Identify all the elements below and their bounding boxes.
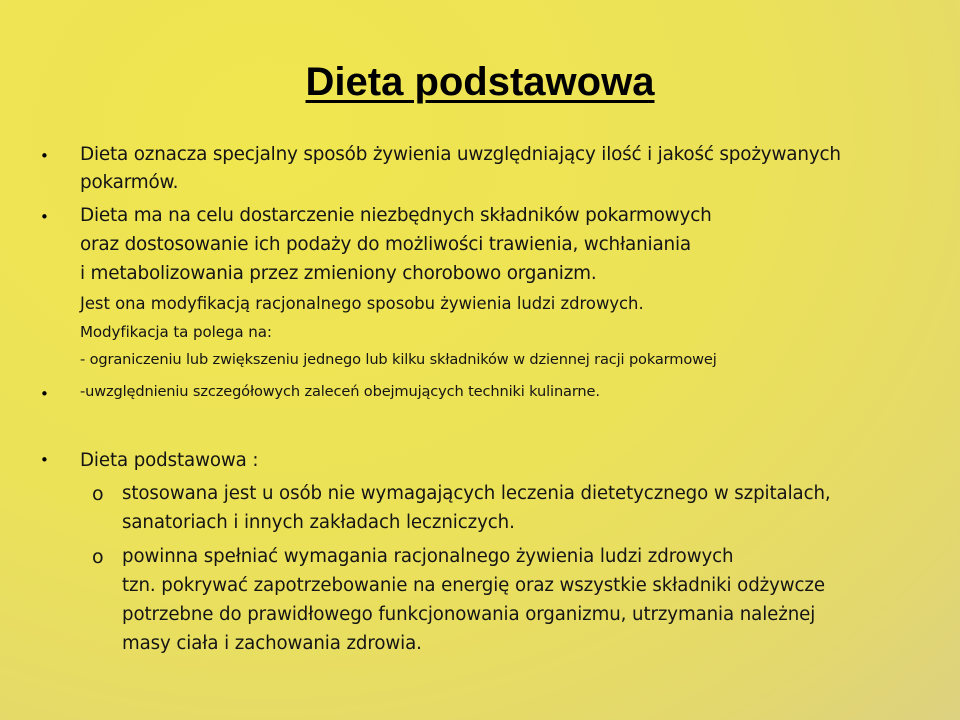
bullet1-line-2: pokarmów. [80,172,179,193]
subitem2-line-1: powinna spełniać wymagania racjonalnego żywienia ludzi zdrowych [122,546,734,567]
sub-marker-1: o [92,483,104,505]
bullet2-line-1: Dieta ma na celu dostarczenie niezbędnych składników pokarmowych [80,205,712,226]
subitem2-line-2: tzn. pokrywać zapotrzebowanie na energię oraz wszystkie składniki odżywcze [122,575,825,596]
bullet-marker-4: • [40,451,49,469]
bullet2-line-5: Modyfikacja ta polega na: [80,323,272,341]
bullet-marker-2: • [40,208,49,226]
bullet2-line-2: oraz dostosowanie ich podaży do możliwości trawienia, wchłaniania [80,234,691,255]
bullet2-line-6: - ograniczeniu lub zwiększeniu jednego lub kilku składników w dziennej racji pokarmowej [80,351,717,368]
bullet4-line-1: Dieta podstawowa : [80,450,259,471]
bullet3-line-1: -uwzględnieniu szczegółowych zaleceń obejmujących techniki kulinarne. [80,383,600,400]
sub-marker-2: o [92,546,104,568]
slide-title-text: Dieta podstawowa [305,60,655,104]
subitem2-line-4: masy ciała i zachowania zdrowia. [122,633,422,654]
bullet-marker-1: • [40,147,49,165]
slide-title [0,56,960,108]
subitem1-line-2: sanatoriach i innych zakładach leczniczych. [122,512,515,533]
subitem2-line-3: potrzebne do prawidłowego funkcjonowania organizmu, utrzymania należnej [122,604,816,625]
bullet2-line-4: Jest ona modyfikacją racjonalnego sposobu żywienia ludzi zdrowych. [80,294,644,313]
bullet-marker-3: • [40,385,49,403]
bullet2-line-3: i metabolizowania przez zmieniony chorobowo organizm. [80,263,597,284]
subitem1-line-1: stosowana jest u osób nie wymagających leczenia dietetycznego w szpitalach, [122,483,831,504]
bullet1-line-1: Dieta oznacza specjalny sposób żywienia uwzględniający ilość i jakość spożywanych [80,144,841,165]
